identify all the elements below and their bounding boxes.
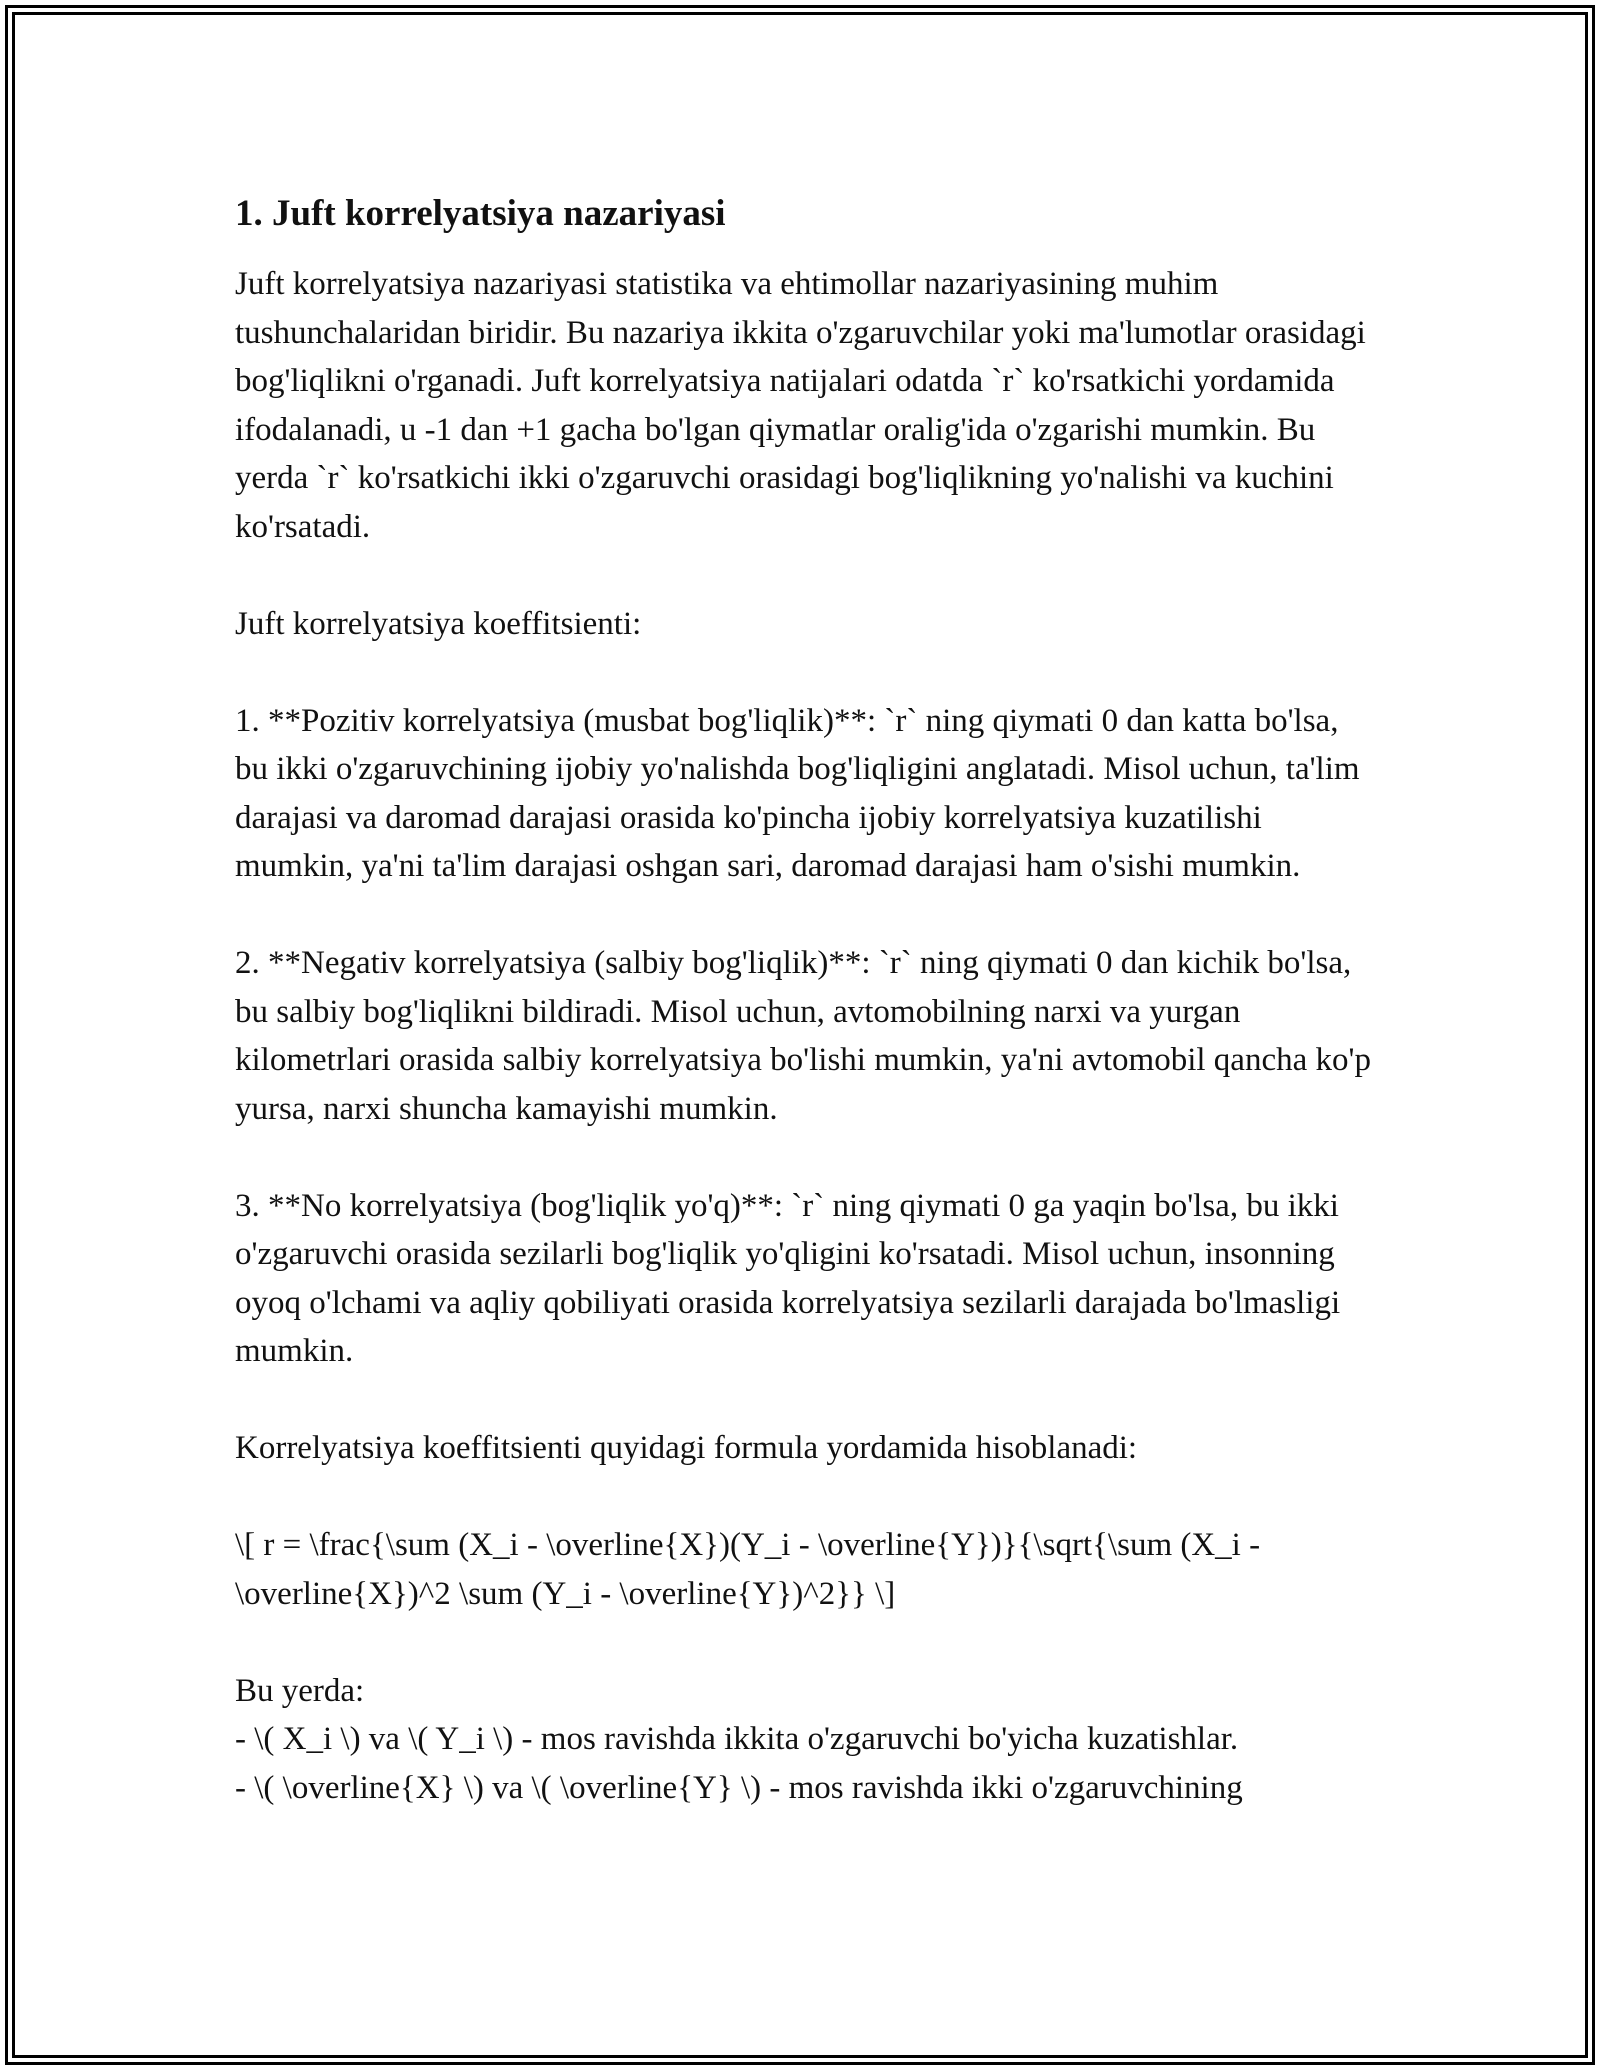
coefficient-heading: Juft korrelyatsiya koeffitsienti:: [235, 605, 642, 642]
where-line-observations: - \( X_i \) va \( Y_i \) - mos ravishda ikkita o'zgaruvchi bo'yicha kuzatishlar.: [235, 1721, 1239, 1757]
document-body: [235, 190, 1375, 1812]
section-heading: 1. Juft korrelyatsiya nazariyasi: [235, 193, 726, 234]
where-block: [235, 1667, 1375, 1813]
where-label: Bu yerda:: [235, 1672, 365, 1709]
positive-correlation-item: 1. **Pozitiv korrelyatsiya (musbat bog'liqlik)**: `r` ning qiymati 0 dan katta bo'lsa, bu ikki o'zgaruvchining ijobiy yo'nalishda bog'liqligini anglatadi. Misol uchun, ta'lim darajasi va daromad darajasi orasida ko'pincha ijobiy korrelyatsiya kuzatilishi mumkin, ya'ni ta'lim darajasi oshgan sari, daromad darajasi ham o'sishi mumkin.: [235, 702, 1360, 884]
intro-paragraph: Juft korrelyatsiya nazariyasi statistika va ehtimollar nazariyasining muhim tushunchalaridan biridir. Bu nazariya ikkita o'zgaruvchilar yoki ma'lumotlar orasidagi bog'liqlikni o'rganadi. Juft korrelyatsiya natijalari odatda `r` ko'rsatkichi yordamida ifodalanadi, u -1 dan +1 gacha bo'lgan qiymatlar oralig'ida o'zgarishi mumkin. Bu yerda `r` ko'rsatkichi ikki o'zgaruvchi orasidagi bog'liqlikning yo'nalishi va kuchini ko'rsatadi.: [235, 266, 1366, 545]
negative-correlation-item: 2. **Negativ korrelyatsiya (salbiy bog'liqlik)**: `r` ning qiymati 0 dan kichik bo'lsa, bu salbiy bog'liqlikni bildiradi. Misol uchun, avtomobilning narxi va yurgan kilometrlari orasida salbiy korrelyatsiya bo'lishi mumkin, ya'ni avtomobil qancha ko'p yursa, narxi shuncha kamayishi mumkin.: [235, 945, 1371, 1127]
where-line-means: - \( \overline{X} \) va \( \overline{Y} \) - mos ravishda ikki o'zgaruvchining: [235, 1769, 1243, 1806]
no-correlation-item: 3. **No korrelyatsiya (bog'liqlik yo'q)**: `r` ning qiymati 0 ga yaqin bo'lsa, bu ikki o'zgaruvchi orasida sezilarli bog'liqlik yo'qligini ko'rsatadi. Misol uchun, insonning oyoq o'lchami va aqliy qobiliyati orasida korrelyatsiya sezilarli darajada bo'lmasligi mumkin.: [235, 1187, 1341, 1369]
correlation-formula: \[ r = \frac{\sum (X_i - \overline{X})(Y_i - \overline{Y})}{\sqrt{\sum (X_i - \overline{X})^2 \sum (Y_i - \overline{Y})^2}} \]: [235, 1527, 1261, 1612]
formula-intro: Korrelyatsiya koeffitsienti quyidagi formula yordamida hisoblanadi:: [235, 1430, 1138, 1466]
